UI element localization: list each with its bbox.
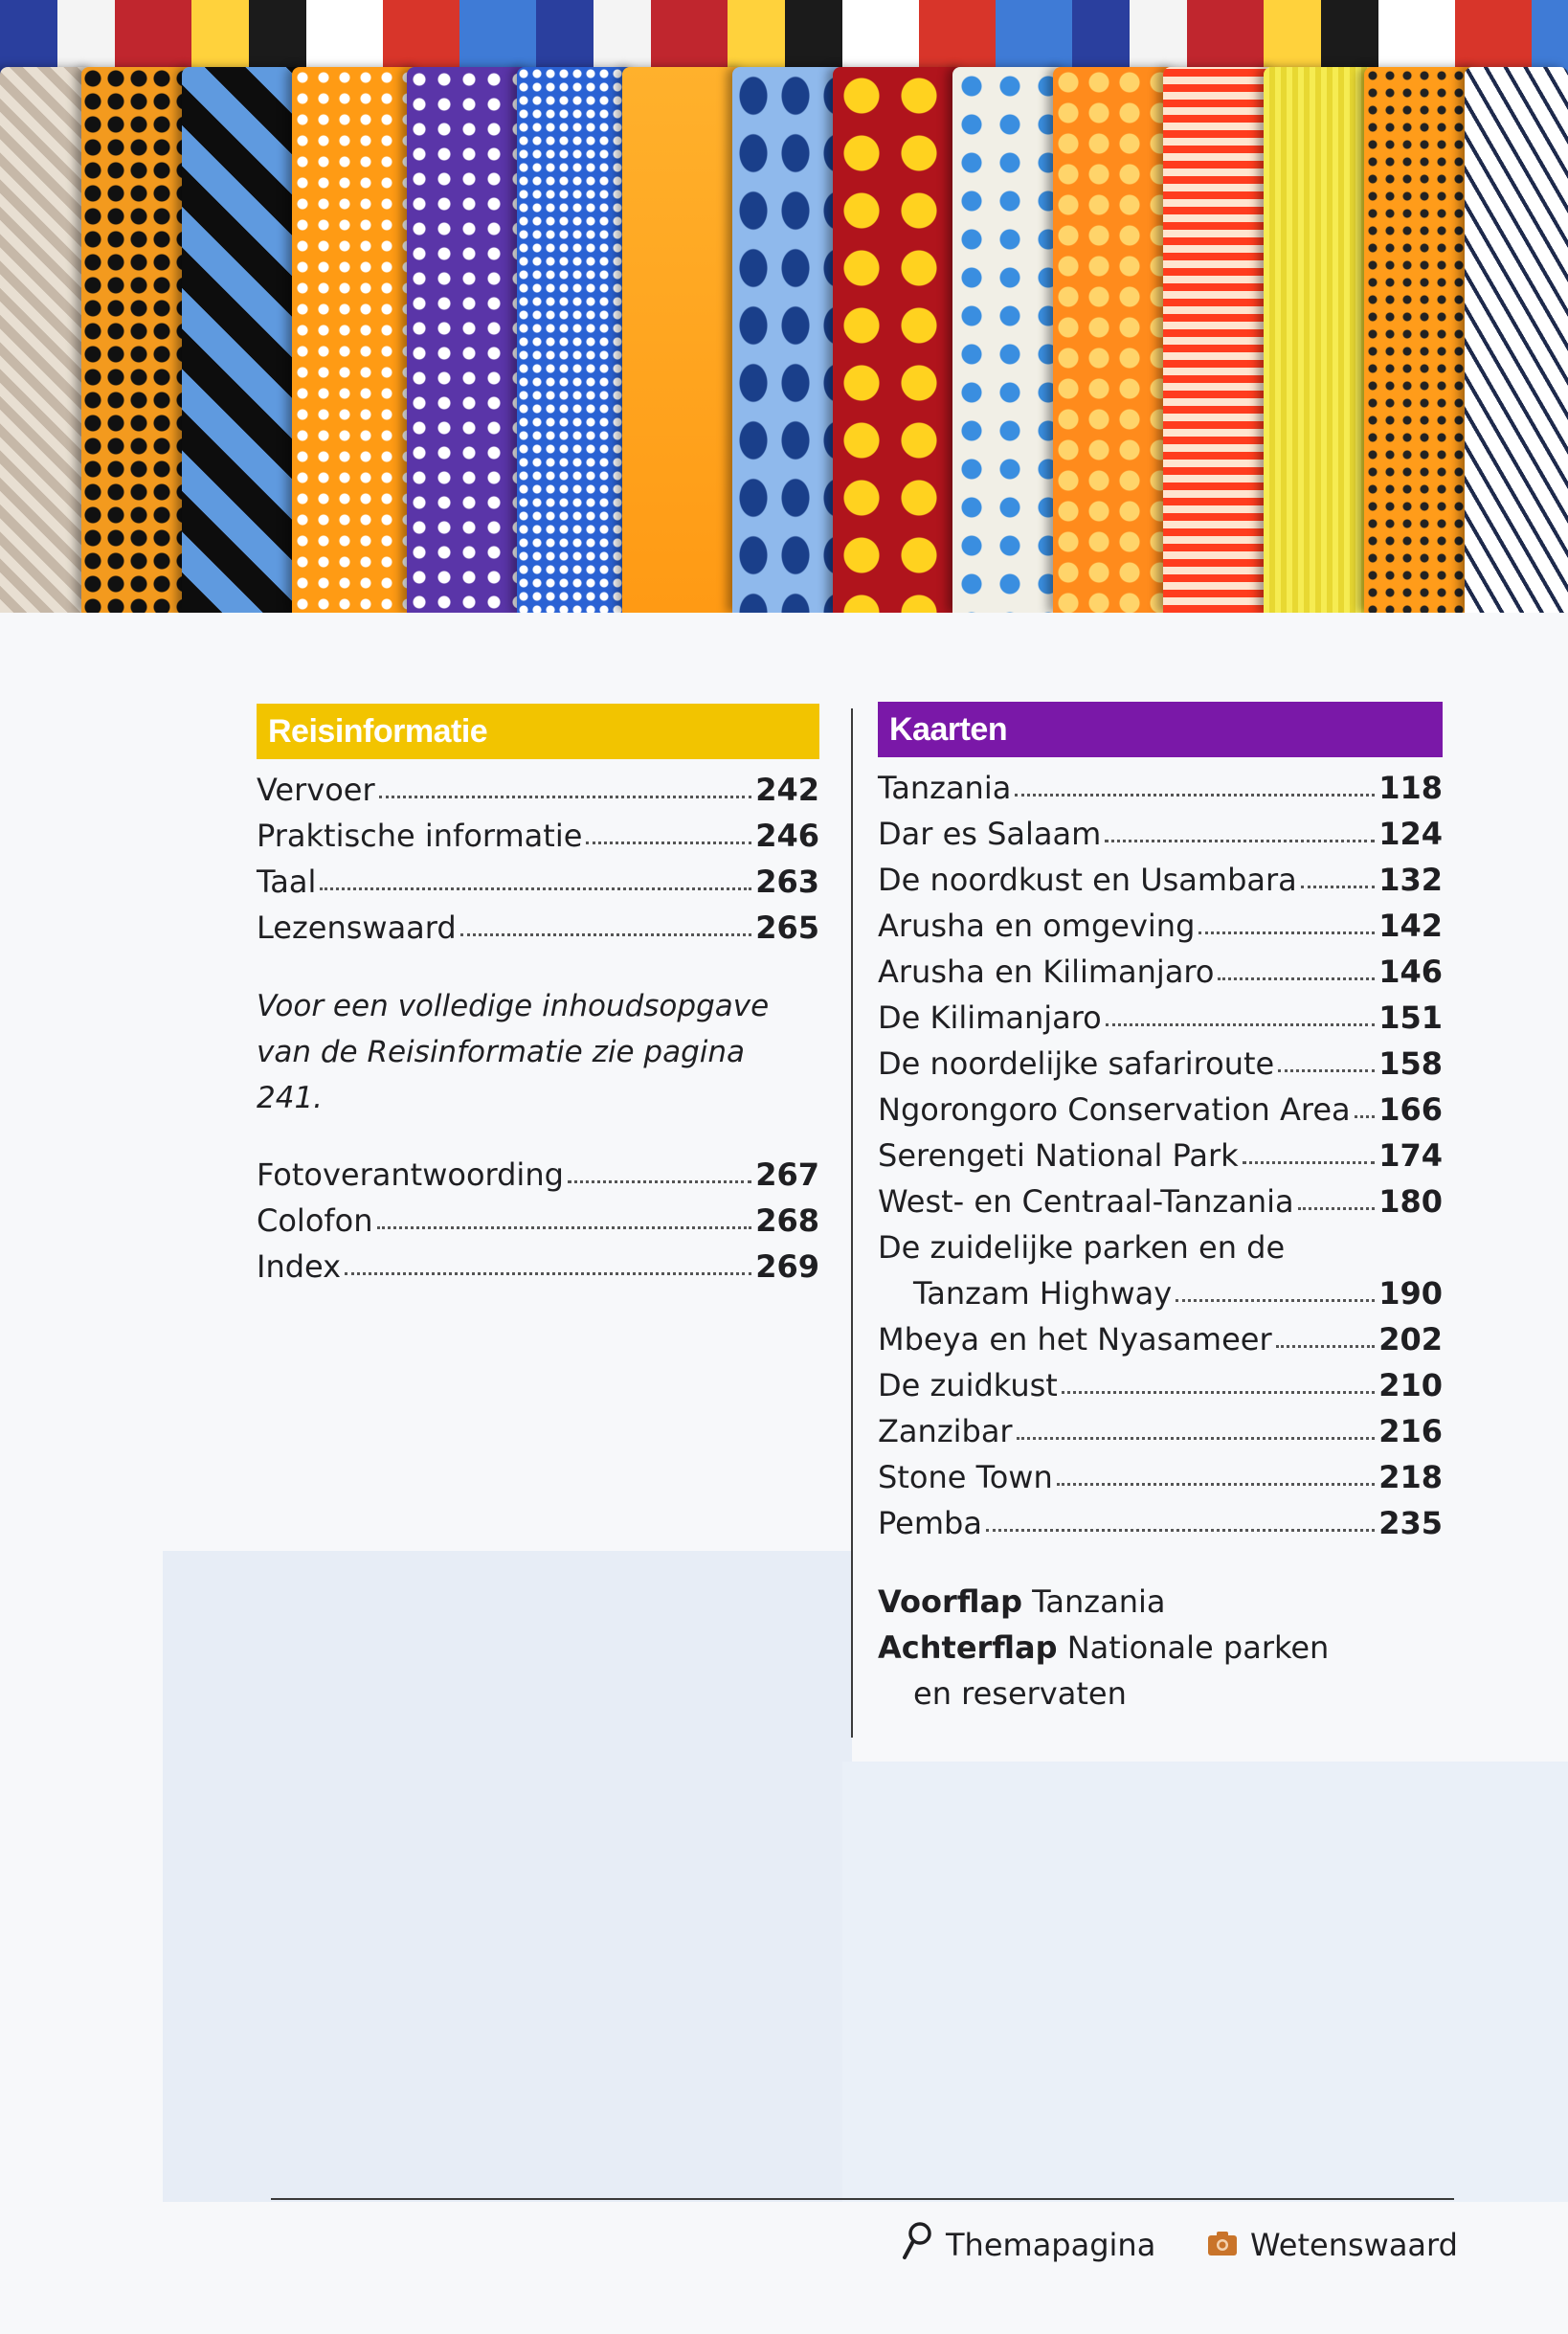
toc-entry-label: Stone Town (878, 1459, 1053, 1495)
toc-entry-page: 151 (1378, 999, 1443, 1036)
toc-entry-page: 263 (755, 864, 819, 900)
fabric-roll (182, 67, 306, 613)
voorflap-text: Tanzania (1032, 1583, 1166, 1620)
toc-entry-page: 174 (1378, 1137, 1443, 1174)
toc-entry-label: Praktische informatie (257, 818, 583, 854)
dot-leader (1298, 1207, 1376, 1210)
toc-entry-page: 146 (1378, 954, 1443, 990)
toc-entry-page: 268 (755, 1202, 819, 1239)
toc-entry-label: Zanzibar (878, 1413, 1013, 1449)
toc-entry-page: 242 (755, 772, 819, 808)
toc-entry-page: 124 (1378, 816, 1443, 852)
footer-rule (271, 2198, 1454, 2200)
toc-entry[interactable] (878, 949, 1443, 995)
fabric-roll (292, 67, 421, 613)
toc-entry[interactable] (878, 995, 1443, 1041)
legend-label: Wetenswaard (1250, 2227, 1458, 2263)
fabric-roll (517, 67, 637, 613)
toc-entry[interactable] (878, 1178, 1443, 1224)
note-line: van de Reisinformatie zie pagina 241. (257, 1035, 746, 1115)
fabric-roll (1163, 67, 1278, 613)
note-line: Voor een volledige inhoudsopgave (257, 989, 770, 1023)
dot-leader (460, 933, 752, 936)
toc-entry[interactable] (878, 1270, 1443, 1316)
fabric-roll (622, 67, 747, 613)
show-through-block (842, 1762, 1568, 2202)
toc-entry[interactable] (878, 811, 1443, 857)
dot-leader (586, 842, 751, 844)
flap-list (878, 1579, 1443, 1717)
column-divider (851, 708, 853, 1738)
toc-entry[interactable] (878, 1408, 1443, 1454)
fabric-roll (952, 67, 1067, 613)
toc-entry-page: 118 (1378, 770, 1443, 806)
toc-entry-page: 216 (1378, 1413, 1443, 1449)
toc-entry-page: 132 (1378, 862, 1443, 898)
toc-entry[interactable] (257, 1152, 819, 1198)
toc-entry-label: Dar es Salaam (878, 816, 1102, 852)
toc-entry[interactable] (878, 1316, 1443, 1362)
toc-entry-label: Arusha en omgeving (878, 908, 1196, 944)
fabric-photo (0, 0, 1568, 613)
dot-leader (1062, 1391, 1375, 1394)
reisinformatie-note (257, 983, 819, 1121)
dot-leader (1106, 1023, 1375, 1026)
toc-entry[interactable] (878, 1362, 1443, 1408)
kaarten-header: Kaarten (878, 702, 1443, 757)
fabric-roll (1053, 67, 1177, 613)
achterflap-text-continued: en reservaten (913, 1675, 1127, 1712)
toc-entry-label: Ngorongoro Conservation Area (878, 1091, 1351, 1128)
toc-entry[interactable] (878, 1500, 1443, 1546)
toc-entry[interactable] (878, 857, 1443, 903)
dot-leader (1276, 1345, 1376, 1348)
toc-entry-page: 246 (755, 818, 819, 854)
legend-label: Themapagina (946, 2227, 1156, 2263)
toc-entry-page: 269 (755, 1248, 819, 1285)
toc-entry-first-line[interactable] (878, 1224, 1443, 1270)
toc-entry-page: 235 (1378, 1505, 1443, 1541)
fabric-roll (407, 67, 531, 613)
dot-leader (320, 887, 751, 890)
dot-leader (1218, 977, 1375, 980)
dot-leader (1198, 931, 1375, 934)
toc-entry[interactable] (257, 905, 819, 951)
toc-entry[interactable] (878, 1087, 1443, 1133)
toc-entry-label: De noordelijke safariroute (878, 1045, 1275, 1082)
toc-entry-label: Vervoer (257, 772, 375, 808)
toc-entry-label: De zuidelijke parken en de (878, 1229, 1286, 1266)
legend-themapagina (902, 2221, 1155, 2269)
dot-leader (1015, 794, 1375, 797)
toc-entry-page: 202 (1378, 1321, 1443, 1358)
toc-entry-label: Taal (257, 864, 317, 900)
toc-entry[interactable] (257, 1244, 819, 1290)
toc-entry-label: Arusha en Kilimanjaro (878, 954, 1215, 990)
fabric-roll (1465, 67, 1568, 613)
toc-entry[interactable] (257, 813, 819, 859)
toc-entry-label: West- en Centraal-Tanzania (878, 1183, 1294, 1220)
toc-entry-label: Lezenswaard (257, 909, 457, 946)
toc-entry-label: Tanzania (878, 770, 1012, 806)
toc-entry[interactable] (257, 767, 819, 813)
reisinformatie-section (257, 704, 819, 1290)
toc-entry-label-continuation: Tanzam Highway (913, 1275, 1173, 1312)
toc-entry[interactable] (257, 859, 819, 905)
toc-entry-label: De noordkust en Usambara (878, 862, 1297, 898)
dot-leader (379, 796, 752, 798)
reisinformatie-header: Reisinformatie (257, 704, 819, 759)
toc-entry-page: 218 (1378, 1459, 1443, 1495)
dot-leader (1355, 1115, 1376, 1118)
achterflap-label: Achterflap (878, 1629, 1058, 1666)
toc-entry-page: 267 (755, 1156, 819, 1193)
toc-entry[interactable] (878, 1454, 1443, 1500)
toc-entry-page: 265 (755, 909, 819, 946)
dot-leader (1278, 1069, 1375, 1072)
show-through-block (163, 1551, 852, 2202)
toc-entry[interactable] (878, 903, 1443, 949)
kaarten-section (878, 702, 1443, 1717)
voorflap-entry[interactable] (878, 1579, 1443, 1625)
dot-leader (1017, 1437, 1376, 1440)
fabric-roll (833, 67, 967, 613)
toc-entry-page: 158 (1378, 1045, 1443, 1082)
dot-leader (986, 1529, 1375, 1532)
magnifier-icon (902, 2221, 932, 2269)
kaarten-list (878, 765, 1443, 1546)
toc-entry[interactable] (257, 1198, 819, 1244)
toc-entry[interactable] (878, 1041, 1443, 1087)
extra-list (257, 1152, 819, 1290)
dot-leader (1243, 1161, 1376, 1164)
toc-entry-label: Mbeya en het Nyasameer (878, 1321, 1272, 1358)
toc-entry-label: Index (257, 1248, 342, 1285)
toc-entry-label: De zuidkust (878, 1367, 1058, 1403)
voorflap-label: Voorflap (878, 1583, 1022, 1620)
dot-leader (377, 1226, 752, 1229)
toc-entry-page: 210 (1378, 1367, 1443, 1403)
reisinformatie-list (257, 767, 819, 951)
dot-leader (1301, 886, 1375, 888)
toc-entry-page: 166 (1378, 1091, 1443, 1128)
toc-entry-page: 190 (1378, 1275, 1443, 1312)
toc-entry-label: Fotoverantwoording (257, 1156, 564, 1193)
toc-entry[interactable] (878, 1133, 1443, 1178)
toc-entry-label: Serengeti National Park (878, 1137, 1239, 1174)
toc-entry-label: Pemba (878, 1505, 982, 1541)
toc-entry[interactable] (878, 765, 1443, 811)
achterflap-text: Nationale parken (1066, 1629, 1330, 1666)
dot-leader (1105, 840, 1375, 842)
toc-entry-label: Colofon (257, 1202, 373, 1239)
toc-entry-label: De Kilimanjaro (878, 999, 1102, 1036)
fabric-roll (732, 67, 847, 613)
fabric-roll (81, 67, 196, 613)
dot-leader (345, 1272, 751, 1275)
fabric-roll (1364, 67, 1479, 613)
dot-leader (1176, 1299, 1375, 1302)
toc-entry-page: 142 (1378, 908, 1443, 944)
achterflap-entry[interactable] (878, 1625, 1443, 1717)
camera-icon (1208, 2227, 1237, 2263)
fabric-roll (1264, 67, 1378, 613)
dot-leader (568, 1180, 751, 1183)
dot-leader (1057, 1483, 1375, 1486)
legend-wetenswaard (1208, 2221, 1458, 2269)
toc-entry-page: 180 (1378, 1183, 1443, 1220)
